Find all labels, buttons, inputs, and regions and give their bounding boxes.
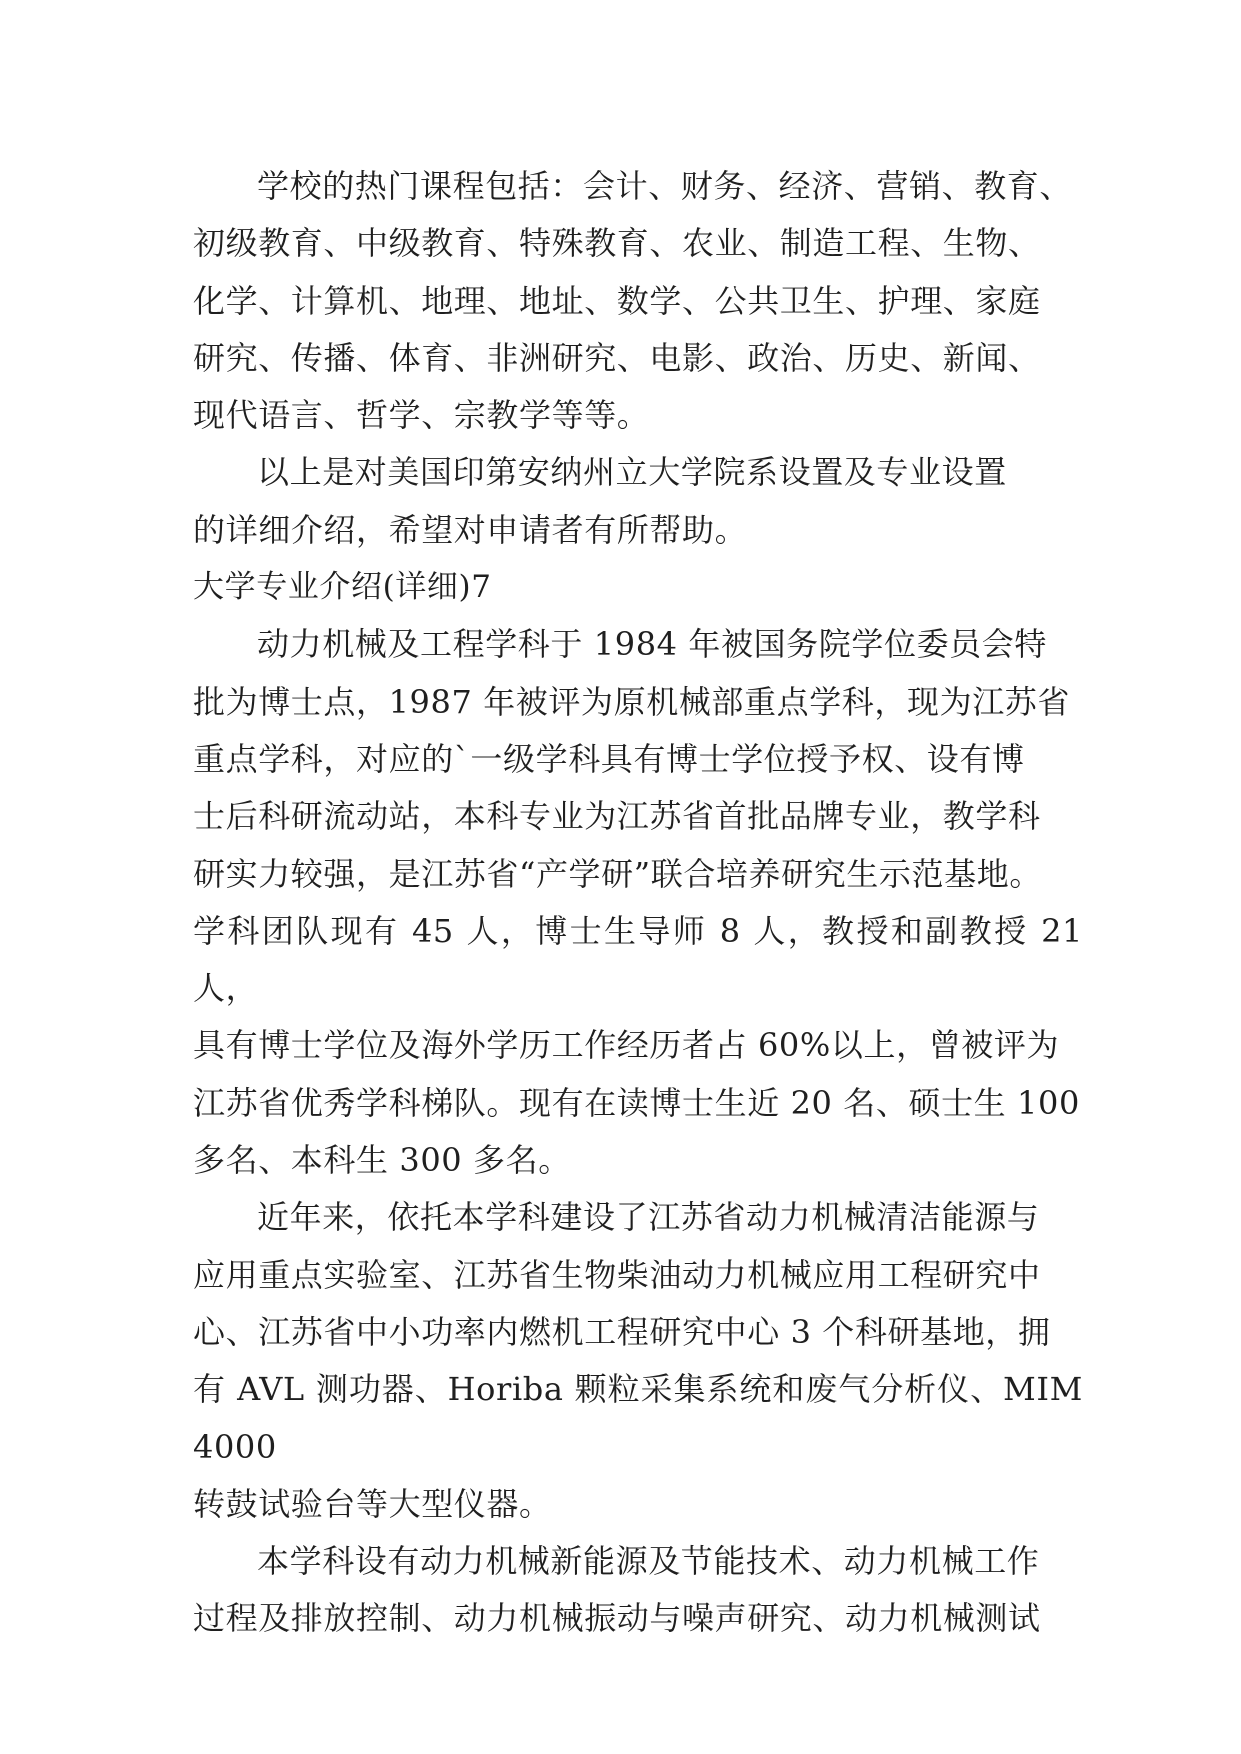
text-line: 研究、传播、体育、非洲研究、电影、政治、历史、新闻、 [193,338,1041,377]
text-line: 多名、本科生 300 多名。 [193,1141,571,1180]
paragraph-discipline-intro [193,616,1083,1189]
text-line: 心、江苏省中小功率内燃机工程研究中心 3 个科研基地，拥 [193,1312,1051,1351]
text-line: 初级教育、中级教育、特殊教育、农业、制造工程、生物、 [193,224,1041,263]
text-line: 具有博士学位及海外学历工作经历者占 60%以上，曾被评为 [193,1026,1060,1065]
text-line: 重点学科，对应的`一级学科具有博士学位授予权、设有博 [193,739,1025,778]
text-line: 近年来，依托本学科建设了江苏省动力机械清洁能源与 [257,1198,1040,1237]
text-line: 应用重点实验室、江苏省生物柴油动力机械应用工程研究中 [193,1255,1041,1294]
document-body [193,158,1083,1648]
text-line: 江苏省优秀学科梯队。现有在读博士生近 20 名、硕士生 100 [193,1083,1080,1122]
text-line: 本学科设有动力机械新能源及节能技术、动力机械工作 [257,1542,1040,1581]
text-line: 转鼓试验台等大型仪器。 [193,1484,552,1523]
text-line: 化学、计算机、地理、地址、数学、公共卫生、护理、家庭 [193,281,1041,320]
text-line: 现代语言、哲学、宗教学等等。 [193,396,650,435]
paragraph-summary [193,444,1083,559]
section-heading: 大学专业介绍(详细)7 [193,569,492,606]
paragraph-research-bases [193,1189,1083,1533]
paragraph-research-directions [193,1533,1083,1648]
text-line: 的详细介绍，希望对申请者有所帮助。 [193,510,748,549]
text-line: 以上是对美国印第安纳州立大学院系设置及专业设置 [257,453,1007,492]
text-line: 士后科研流动站，本科专业为江苏省首批品牌专业，教学科 [193,797,1041,836]
text-line: 过程及排放控制、动力机械振动与噪声研究、动力机械测试 [193,1599,1041,1638]
text-line: 动力机械及工程学科于 1984 年被国务院学位委员会特 [257,625,1047,664]
text-line: 学校的热门课程包括：会计、财务、经济、营销、教育、 [257,167,1073,205]
text-line: 有 AVL 测功器、Horiba 颗粒采集系统和废气分析仪、MIM4000 [193,1370,1083,1466]
text-line: 批为博士点，1987 年被评为原机械部重点学科，现为江苏省 [193,682,1071,721]
paragraph-popular-courses [193,158,1083,444]
text-line: 研实力较强，是江苏省“产学研”联合培养研究生示范基地。 [193,854,1042,893]
text-line: 学科团队现有 45 人，博士生导师 8 人，教授和副教授 21 人， [193,911,1083,1008]
